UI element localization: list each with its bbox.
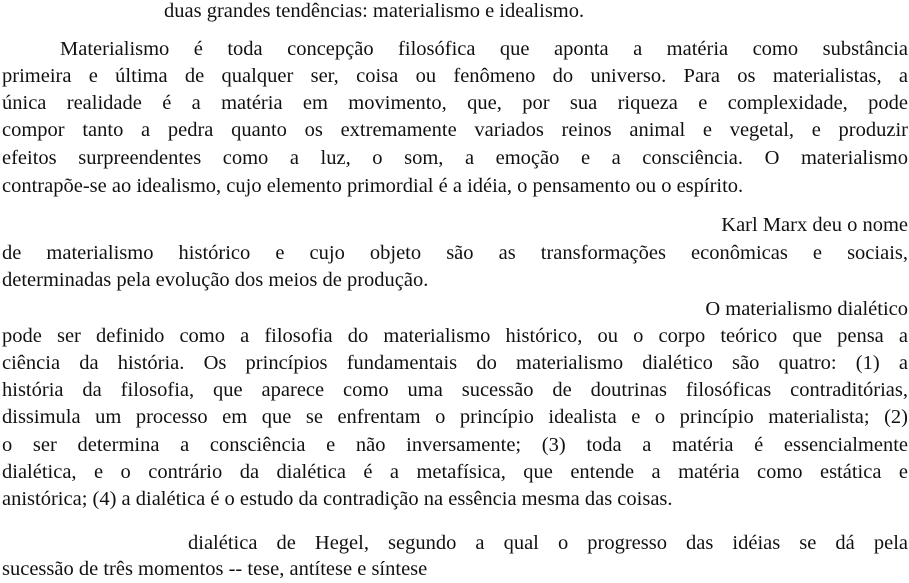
text-line: dialética de Hegel, segundo a qual o progresso das idéias se dá pela xyxy=(188,532,908,554)
text-line: anistórica; (4) a dialética é o estudo da contradição na essência mesma das coisas. xyxy=(2,488,673,510)
text-line: sucessão de três momentos -- tese, antítese e síntese xyxy=(2,558,428,580)
text-line: única realidade é a matéria em movimento, que, por sua riqueza e complexidade, pode xyxy=(2,92,908,114)
text-line: efeitos surpreendentes como a luz, o som, a emoção e a consciência. O materialismo xyxy=(2,147,908,169)
text-line: O materialismo dialético xyxy=(705,298,908,320)
text-line: determinadas pela evolução dos meios de produção. xyxy=(2,269,429,291)
text-line: ciência da história. Os princípios fundamentais do materialismo dialético são quatro: (1) a xyxy=(2,352,908,374)
text-line: de materialismo histórico e cujo objeto são as transformações econômicas e sociais, xyxy=(2,242,908,264)
intro-line: duas grandes tendências: materialismo e idealismo. xyxy=(164,0,585,22)
text-line: o ser determina a consciência e não inversamente; (3) toda a matéria é essencialmente xyxy=(2,434,908,456)
text-line: dissimula um processo em que se enfrentam o princípio idealista e o princípio materialista; (2) xyxy=(2,406,908,428)
text-line: Karl Marx deu o nome xyxy=(721,214,908,236)
text-line: dialética, e o contrário da dialética é a metafísica, que entende a matéria como estática e xyxy=(2,461,908,483)
text-line: pode ser definido como a filosofia do materialismo histórico, ou o corpo teórico que pensa a xyxy=(2,325,908,347)
text-line: compor tanto a pedra quanto os extremamente variados reinos animal e vegetal, e produzir xyxy=(2,119,908,141)
text-line: primeira e última de qualquer ser, coisa ou fenômeno do universo. Para os materialistas, a xyxy=(2,65,908,87)
text-line: Materialismo é toda concepção filosófica que aponta a matéria como substância xyxy=(60,38,908,60)
text-line: história da filosofia, que aparece como uma sucessão de doutrinas filosóficas contraditórias, xyxy=(2,379,908,401)
text-line: contrapõe-se ao idealismo, cujo elemento primordial é a idéia, o pensamento ou o espírito. xyxy=(2,175,744,197)
